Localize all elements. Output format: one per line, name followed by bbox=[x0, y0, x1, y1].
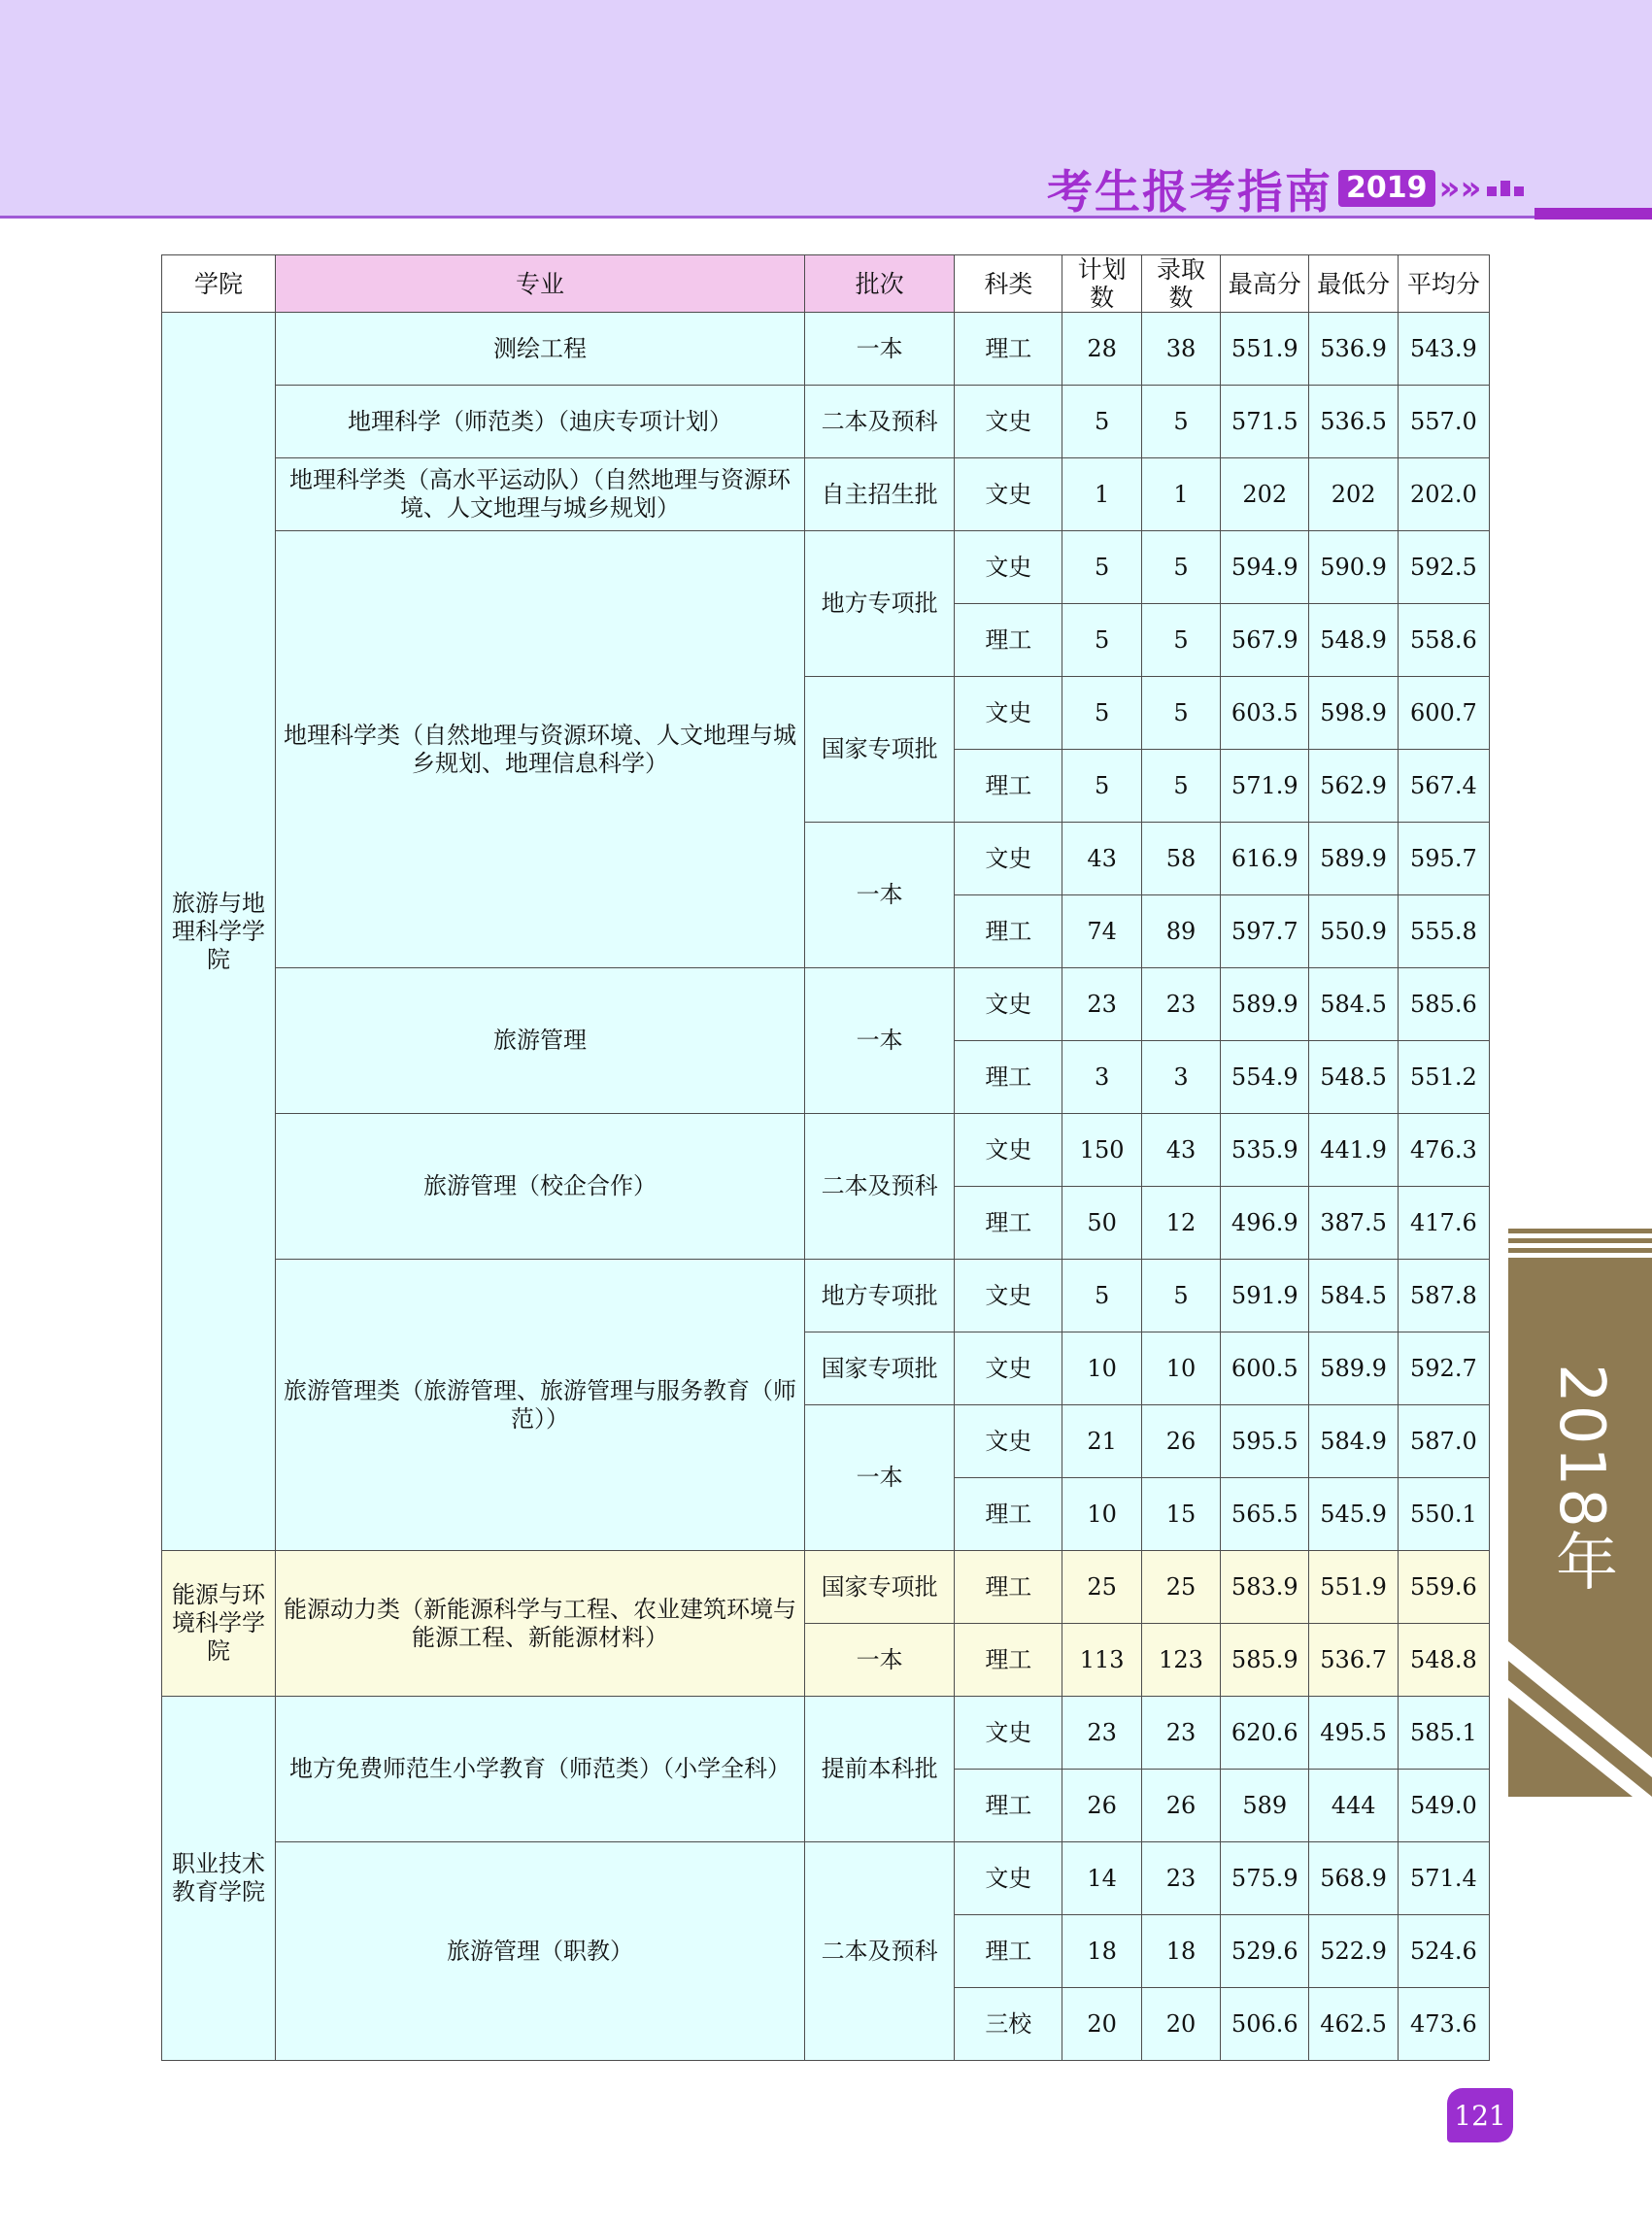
page-number: 121 bbox=[1447, 2088, 1513, 2142]
max-score-cell: 529.6 bbox=[1221, 1915, 1309, 1988]
min-score-cell: 536.5 bbox=[1309, 386, 1398, 458]
max-score-cell: 591.9 bbox=[1221, 1260, 1309, 1332]
column-header: 计划数 bbox=[1062, 255, 1141, 313]
max-score-cell: 583.9 bbox=[1221, 1551, 1309, 1624]
max-score-cell: 567.9 bbox=[1221, 604, 1309, 677]
category-cell: 理工 bbox=[955, 1187, 1062, 1260]
category-cell: 三校 bbox=[955, 1988, 1062, 2061]
batch-cell: 国家专项批 bbox=[805, 677, 955, 823]
brand-arrows-icon: »» bbox=[1438, 169, 1482, 208]
min-score-cell: 444 bbox=[1309, 1770, 1398, 1842]
header-accent-stripe bbox=[1534, 208, 1652, 219]
batch-cell: 地方专项批 bbox=[805, 1260, 955, 1332]
plan-count-cell: 113 bbox=[1062, 1624, 1141, 1697]
min-score-cell: 562.9 bbox=[1309, 750, 1398, 823]
min-score-cell: 545.9 bbox=[1309, 1478, 1398, 1551]
side-tab-diagonal-stripes bbox=[1508, 1632, 1652, 1797]
min-score-cell: 584.5 bbox=[1309, 1260, 1398, 1332]
max-score-cell: 551.9 bbox=[1221, 313, 1309, 386]
plan-count-cell: 10 bbox=[1062, 1332, 1141, 1405]
min-score-cell: 584.5 bbox=[1309, 968, 1398, 1041]
admit-count-cell: 58 bbox=[1141, 823, 1220, 895]
avg-score-cell: 600.7 bbox=[1398, 677, 1489, 750]
avg-score-cell: 585.1 bbox=[1398, 1697, 1489, 1770]
category-cell: 文史 bbox=[955, 458, 1062, 531]
plan-count-cell: 23 bbox=[1062, 1697, 1141, 1770]
admit-count-cell: 3 bbox=[1141, 1041, 1220, 1114]
avg-score-cell: 202.0 bbox=[1398, 458, 1489, 531]
plan-count-cell: 18 bbox=[1062, 1915, 1141, 1988]
max-score-cell: 600.5 bbox=[1221, 1332, 1309, 1405]
admit-count-cell: 43 bbox=[1141, 1114, 1220, 1187]
avg-score-cell: 476.3 bbox=[1398, 1114, 1489, 1187]
category-cell: 理工 bbox=[955, 1551, 1062, 1624]
category-cell: 理工 bbox=[955, 895, 1062, 968]
min-score-cell: 598.9 bbox=[1309, 677, 1398, 750]
batch-cell: 一本 bbox=[805, 1405, 955, 1551]
category-cell: 理工 bbox=[955, 1041, 1062, 1114]
admit-count-cell: 26 bbox=[1141, 1770, 1220, 1842]
min-score-cell: 522.9 bbox=[1309, 1915, 1398, 1988]
avg-score-cell: 558.6 bbox=[1398, 604, 1489, 677]
min-score-cell: 551.9 bbox=[1309, 1551, 1398, 1624]
plan-count-cell: 21 bbox=[1062, 1405, 1141, 1478]
max-score-cell: 571.9 bbox=[1221, 750, 1309, 823]
avg-score-cell: 548.8 bbox=[1398, 1624, 1489, 1697]
category-cell: 文史 bbox=[955, 1114, 1062, 1187]
table-row bbox=[162, 1697, 1490, 1770]
category-cell: 文史 bbox=[955, 386, 1062, 458]
admit-count-cell: 5 bbox=[1141, 531, 1220, 604]
avg-score-cell: 524.6 bbox=[1398, 1915, 1489, 1988]
avg-score-cell: 587.0 bbox=[1398, 1405, 1489, 1478]
category-cell: 理工 bbox=[955, 313, 1062, 386]
admit-count-cell: 26 bbox=[1141, 1405, 1220, 1478]
major-cell: 旅游管理 bbox=[276, 968, 805, 1114]
batch-cell: 一本 bbox=[805, 823, 955, 968]
college-cell: 能源与环境科学学院 bbox=[162, 1551, 276, 1697]
admit-count-cell: 5 bbox=[1141, 677, 1220, 750]
avg-score-cell: 549.0 bbox=[1398, 1770, 1489, 1842]
major-cell: 地理科学类（高水平运动队）（自然地理与资源环境、人文地理与城乡规划） bbox=[276, 458, 805, 531]
header-divider bbox=[0, 216, 1652, 219]
admit-count-cell: 10 bbox=[1141, 1332, 1220, 1405]
category-cell: 文史 bbox=[955, 531, 1062, 604]
major-cell: 地方免费师范生小学教育（师范类）（小学全科） bbox=[276, 1697, 805, 1842]
plan-count-cell: 10 bbox=[1062, 1478, 1141, 1551]
plan-count-cell: 5 bbox=[1062, 604, 1141, 677]
admit-count-cell: 89 bbox=[1141, 895, 1220, 968]
pixel-decoration-icon bbox=[1487, 181, 1524, 196]
plan-count-cell: 5 bbox=[1062, 750, 1141, 823]
major-cell: 旅游管理（校企合作） bbox=[276, 1114, 805, 1260]
category-cell: 理工 bbox=[955, 1915, 1062, 1988]
avg-score-cell: 473.6 bbox=[1398, 1988, 1489, 2061]
year-label-text: 2018年 bbox=[1545, 1363, 1617, 1594]
table-row bbox=[162, 458, 1490, 531]
min-score-cell: 548.5 bbox=[1309, 1041, 1398, 1114]
batch-cell: 二本及预科 bbox=[805, 1114, 955, 1260]
avg-score-cell: 551.2 bbox=[1398, 1041, 1489, 1114]
min-score-cell: 548.9 bbox=[1309, 604, 1398, 677]
batch-cell: 一本 bbox=[805, 313, 955, 386]
plan-count-cell: 26 bbox=[1062, 1770, 1141, 1842]
table-row bbox=[162, 1114, 1490, 1187]
admit-count-cell: 20 bbox=[1141, 1988, 1220, 2061]
admit-count-cell: 5 bbox=[1141, 1260, 1220, 1332]
plan-count-cell: 74 bbox=[1062, 895, 1141, 968]
year-label bbox=[1510, 1352, 1652, 1604]
batch-cell: 地方专项批 bbox=[805, 531, 955, 677]
category-cell: 理工 bbox=[955, 1478, 1062, 1551]
avg-score-cell: 571.4 bbox=[1398, 1842, 1489, 1915]
max-score-cell: 585.9 bbox=[1221, 1624, 1309, 1697]
table-row bbox=[162, 1842, 1490, 1915]
plan-count-cell: 3 bbox=[1062, 1041, 1141, 1114]
category-cell: 文史 bbox=[955, 1842, 1062, 1915]
side-tab-stripes bbox=[1508, 1229, 1652, 1267]
table-header-row bbox=[162, 255, 1490, 313]
batch-cell: 二本及预科 bbox=[805, 386, 955, 458]
major-cell: 地理科学（师范类）（迪庆专项计划） bbox=[276, 386, 805, 458]
brand-year: 2019 bbox=[1338, 170, 1435, 207]
table-row bbox=[162, 1260, 1490, 1332]
max-score-cell: 554.9 bbox=[1221, 1041, 1309, 1114]
avg-score-cell: 567.4 bbox=[1398, 750, 1489, 823]
category-cell: 文史 bbox=[955, 968, 1062, 1041]
admit-count-cell: 23 bbox=[1141, 968, 1220, 1041]
plan-count-cell: 5 bbox=[1062, 386, 1141, 458]
max-score-cell: 589.9 bbox=[1221, 968, 1309, 1041]
table-row bbox=[162, 531, 1490, 604]
college-cell: 职业技术教育学院 bbox=[162, 1697, 276, 2061]
column-header: 录取数 bbox=[1141, 255, 1220, 313]
category-cell: 文史 bbox=[955, 1405, 1062, 1478]
min-score-cell: 387.5 bbox=[1309, 1187, 1398, 1260]
plan-count-cell: 150 bbox=[1062, 1114, 1141, 1187]
avg-score-cell: 595.7 bbox=[1398, 823, 1489, 895]
max-score-cell: 603.5 bbox=[1221, 677, 1309, 750]
table-row bbox=[162, 968, 1490, 1041]
admit-count-cell: 38 bbox=[1141, 313, 1220, 386]
category-cell: 文史 bbox=[955, 1260, 1062, 1332]
avg-score-cell: 587.8 bbox=[1398, 1260, 1489, 1332]
table-row bbox=[162, 386, 1490, 458]
avg-score-cell: 559.6 bbox=[1398, 1551, 1489, 1624]
column-header: 平均分 bbox=[1398, 255, 1489, 313]
major-cell: 测绘工程 bbox=[276, 313, 805, 386]
column-header: 专业 bbox=[276, 255, 805, 313]
max-score-cell: 506.6 bbox=[1221, 1988, 1309, 2061]
plan-count-cell: 14 bbox=[1062, 1842, 1141, 1915]
max-score-cell: 496.9 bbox=[1221, 1187, 1309, 1260]
min-score-cell: 568.9 bbox=[1309, 1842, 1398, 1915]
category-cell: 理工 bbox=[955, 1624, 1062, 1697]
min-score-cell: 589.9 bbox=[1309, 823, 1398, 895]
avg-score-cell: 592.5 bbox=[1398, 531, 1489, 604]
plan-count-cell: 43 bbox=[1062, 823, 1141, 895]
column-header: 最高分 bbox=[1221, 255, 1309, 313]
min-score-cell: 441.9 bbox=[1309, 1114, 1398, 1187]
min-score-cell: 550.9 bbox=[1309, 895, 1398, 968]
category-cell: 文史 bbox=[955, 1332, 1062, 1405]
max-score-cell: 565.5 bbox=[1221, 1478, 1309, 1551]
avg-score-cell: 417.6 bbox=[1398, 1187, 1489, 1260]
column-header: 最低分 bbox=[1309, 255, 1398, 313]
plan-count-cell: 50 bbox=[1062, 1187, 1141, 1260]
category-cell: 理工 bbox=[955, 1770, 1062, 1842]
min-score-cell: 589.9 bbox=[1309, 1332, 1398, 1405]
admit-count-cell: 1 bbox=[1141, 458, 1220, 531]
avg-score-cell: 557.0 bbox=[1398, 386, 1489, 458]
category-cell: 文史 bbox=[955, 1697, 1062, 1770]
major-cell: 能源动力类（新能源科学与工程、农业建筑环境与能源工程、新能源材料） bbox=[276, 1551, 805, 1697]
admit-count-cell: 123 bbox=[1141, 1624, 1220, 1697]
plan-count-cell: 25 bbox=[1062, 1551, 1141, 1624]
plan-count-cell: 20 bbox=[1062, 1988, 1141, 2061]
plan-count-cell: 23 bbox=[1062, 968, 1141, 1041]
plan-count-cell: 1 bbox=[1062, 458, 1141, 531]
min-score-cell: 202 bbox=[1309, 458, 1398, 531]
plan-count-cell: 5 bbox=[1062, 1260, 1141, 1332]
avg-score-cell: 543.9 bbox=[1398, 313, 1489, 386]
batch-cell: 二本及预科 bbox=[805, 1842, 955, 2061]
table-row bbox=[162, 1551, 1490, 1624]
column-header: 学院 bbox=[162, 255, 276, 313]
max-score-cell: 589 bbox=[1221, 1770, 1309, 1842]
min-score-cell: 462.5 bbox=[1309, 1988, 1398, 2061]
major-cell: 地理科学类（自然地理与资源环境、人文地理与城乡规划、地理信息科学） bbox=[276, 531, 805, 968]
admit-count-cell: 5 bbox=[1141, 750, 1220, 823]
max-score-cell: 595.5 bbox=[1221, 1405, 1309, 1478]
min-score-cell: 495.5 bbox=[1309, 1697, 1398, 1770]
admit-count-cell: 5 bbox=[1141, 386, 1220, 458]
avg-score-cell: 550.1 bbox=[1398, 1478, 1489, 1551]
max-score-cell: 616.9 bbox=[1221, 823, 1309, 895]
max-score-cell: 620.6 bbox=[1221, 1697, 1309, 1770]
table-row bbox=[162, 313, 1490, 386]
category-cell: 文史 bbox=[955, 677, 1062, 750]
column-header: 批次 bbox=[805, 255, 955, 313]
category-cell: 文史 bbox=[955, 823, 1062, 895]
college-cell: 旅游与地理科学学院 bbox=[162, 313, 276, 1551]
batch-cell: 一本 bbox=[805, 968, 955, 1114]
max-score-cell: 535.9 bbox=[1221, 1114, 1309, 1187]
admit-count-cell: 23 bbox=[1141, 1697, 1220, 1770]
admission-score-table bbox=[161, 254, 1490, 2061]
max-score-cell: 571.5 bbox=[1221, 386, 1309, 458]
plan-count-cell: 5 bbox=[1062, 677, 1141, 750]
min-score-cell: 590.9 bbox=[1309, 531, 1398, 604]
max-score-cell: 594.9 bbox=[1221, 531, 1309, 604]
plan-count-cell: 5 bbox=[1062, 531, 1141, 604]
avg-score-cell: 585.6 bbox=[1398, 968, 1489, 1041]
min-score-cell: 536.7 bbox=[1309, 1624, 1398, 1697]
min-score-cell: 584.9 bbox=[1309, 1405, 1398, 1478]
category-cell: 理工 bbox=[955, 604, 1062, 677]
max-score-cell: 202 bbox=[1221, 458, 1309, 531]
major-cell: 旅游管理（职教） bbox=[276, 1842, 805, 2061]
plan-count-cell: 28 bbox=[1062, 313, 1141, 386]
admit-count-cell: 25 bbox=[1141, 1551, 1220, 1624]
min-score-cell: 536.9 bbox=[1309, 313, 1398, 386]
batch-cell: 国家专项批 bbox=[805, 1551, 955, 1624]
max-score-cell: 575.9 bbox=[1221, 1842, 1309, 1915]
admit-count-cell: 5 bbox=[1141, 604, 1220, 677]
batch-cell: 国家专项批 bbox=[805, 1332, 955, 1405]
admit-count-cell: 15 bbox=[1141, 1478, 1220, 1551]
major-cell: 旅游管理类（旅游管理、旅游管理与服务教育（师范）） bbox=[276, 1260, 805, 1551]
column-header: 科类 bbox=[955, 255, 1062, 313]
batch-cell: 提前本科批 bbox=[805, 1697, 955, 1842]
admit-count-cell: 18 bbox=[1141, 1915, 1220, 1988]
avg-score-cell: 555.8 bbox=[1398, 895, 1489, 968]
avg-score-cell: 592.7 bbox=[1398, 1332, 1489, 1405]
admit-count-cell: 12 bbox=[1141, 1187, 1220, 1260]
batch-cell: 一本 bbox=[805, 1624, 955, 1697]
brand-logo bbox=[1047, 161, 1524, 219]
batch-cell: 自主招生批 bbox=[805, 458, 955, 531]
category-cell: 理工 bbox=[955, 750, 1062, 823]
max-score-cell: 597.7 bbox=[1221, 895, 1309, 968]
brand-title: 考生报考指南 bbox=[1047, 165, 1332, 219]
admit-count-cell: 23 bbox=[1141, 1842, 1220, 1915]
